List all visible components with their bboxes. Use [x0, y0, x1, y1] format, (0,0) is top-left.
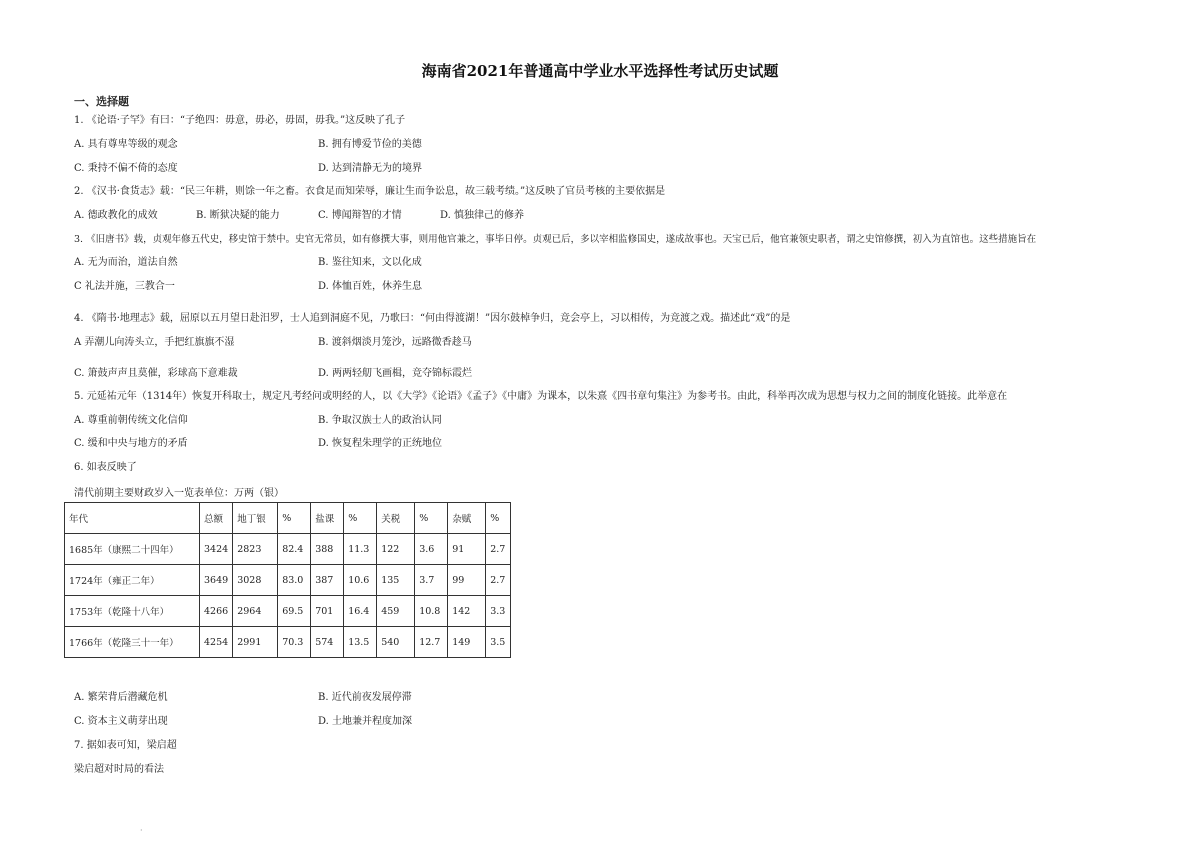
table-cell: 540: [377, 627, 415, 658]
question-4-option-d: D. 两两轻舠飞画楫，竞夺锦标霞烂: [318, 368, 473, 379]
question-4-option-c: C. 箫鼓声声且莫催，彩球高下意难裁: [74, 368, 238, 379]
table-cell: 459: [377, 596, 415, 627]
question-5-option-a: A. 尊重前朝传统文化信仰: [74, 415, 188, 426]
table-cell: 387: [311, 565, 344, 596]
question-1-option-a: A. 具有尊卑等级的观念: [74, 139, 178, 150]
table-cell: 1724年（雍正二年）: [65, 565, 200, 596]
question-3-option-d: D. 体恤百姓，休养生息: [318, 281, 423, 292]
table-header-row: [65, 503, 511, 534]
question-2-option-a: A. 德政教化的成效: [74, 210, 158, 221]
table-header-cell: %: [486, 503, 511, 534]
table-cell: 3028: [233, 565, 278, 596]
question-7-table-caption: 梁启超对时局的看法: [74, 764, 164, 775]
table-caption: 清代前期主要财政岁入一览表单位：万两（银）: [74, 488, 284, 499]
footer-mark: ·: [140, 826, 143, 835]
question-2-option-d: D. 慎独律己的修养: [440, 210, 525, 221]
table-header-cell: %: [415, 503, 448, 534]
table-row: [65, 565, 511, 596]
table-cell: 1685年（康熙二十四年）: [65, 534, 200, 565]
table-cell: 13.5: [344, 627, 377, 658]
table-cell: 149: [448, 627, 486, 658]
question-4-option-b: B. 渡斜烟淡月笼沙，远路微香趁马: [318, 337, 472, 348]
table-header-cell: 总额: [200, 503, 233, 534]
question-6-stem: 6. 如表反映了: [74, 462, 137, 473]
table-cell: 82.4: [278, 534, 311, 565]
question-2-stem: 2. 《汉书·食货志》载：“民三年耕，则馀一年之畜。衣食足而知荣辱，廉让生而争讼息，故三载考绩。”这反映了官员考核的主要依据是: [74, 186, 666, 197]
table-cell: 122: [377, 534, 415, 565]
table-cell: 2991: [233, 627, 278, 658]
question-3-option-a: A. 无为而治，道法自然: [74, 257, 178, 268]
question-3-stem: 3. 《旧唐书》载，贞观年修五代史，移史馆于禁中。史官无常员，如有修撰大事，则用他官兼之，事毕日停。贞观已后，多以宰相监修国史，遂成故事也。天宝已后，他官兼领史职者，谓之史馆修撰，初入为直馆也。这些措施旨在: [74, 234, 1037, 245]
table-cell: 142: [448, 596, 486, 627]
table-cell: 12.7: [415, 627, 448, 658]
question-6-option-c: C. 资本主义萌芽出现: [74, 716, 168, 727]
table-cell: 2.7: [486, 565, 511, 596]
question-4-option-a: A 弄潮儿向涛头立，手把红旗旗不湿: [74, 337, 235, 348]
table-header-cell: %: [344, 503, 377, 534]
table-cell: 3.7: [415, 565, 448, 596]
table-cell: 83.0: [278, 565, 311, 596]
table-cell: 3.6: [415, 534, 448, 565]
table-cell: 4266: [200, 596, 233, 627]
table-cell: 16.4: [344, 596, 377, 627]
table-row: [65, 627, 511, 658]
question-1-stem: 1. 《论语·子罕》有曰：“子绝四：毋意，毋必，毋固，毋我。”这反映了孔子: [74, 115, 406, 126]
question-1-option-b: B. 拥有博爱节俭的美德: [318, 139, 422, 150]
table-header-cell: 地丁银: [233, 503, 278, 534]
table-cell: 70.3: [278, 627, 311, 658]
table-cell: 4254: [200, 627, 233, 658]
question-6-option-d: D. 土地兼并程度加深: [318, 716, 413, 727]
question-5-stem: 5. 元延祐元年（1314年）恢复开科取士，规定凡考经问或明经的人，以《大学》《论语》《孟子》《中庸》为课本，以朱熹《四书章句集注》为参考书。由此，科举再次成为思想与权力之间的制度化链接。此举意在: [74, 391, 1008, 402]
table-cell: 10.6: [344, 565, 377, 596]
question-6-option-b: B. 近代前夜发展停滞: [318, 692, 412, 703]
table-cell: 91: [448, 534, 486, 565]
question-5-option-c: C. 缓和中央与地方的矛盾: [74, 438, 188, 449]
table-cell: 3.3: [486, 596, 511, 627]
question-7-stem: 7. 据如表可知，梁启超: [74, 740, 177, 751]
table-header-cell: 年代: [65, 503, 200, 534]
table-cell: 99: [448, 565, 486, 596]
table-cell: 3424: [200, 534, 233, 565]
question-5-option-b: B. 争取汉族士人的政治认同: [318, 415, 442, 426]
question-4-stem: 4. 《隋书·地理志》载，屈原以五月望日赴汨罗，士人追到洞庭不见，乃歌曰：“何由得渡湖！”因尔鼓棹争归，竞会亭上，习以相传，为竞渡之戏。描述此“戏”的是: [74, 313, 791, 324]
table-header-cell: 盐课: [311, 503, 344, 534]
table-header-cell: 杂赋: [448, 503, 486, 534]
question-6-option-a: A. 繁荣背后潜藏危机: [74, 692, 168, 703]
table-cell: 11.3: [344, 534, 377, 565]
table-cell: 1753年（乾隆十八年）: [65, 596, 200, 627]
revenue-table: [64, 502, 511, 658]
table-cell: 2.7: [486, 534, 511, 565]
question-2-option-b: B. 断狱决疑的能力: [196, 210, 280, 221]
table-header-cell: %: [278, 503, 311, 534]
page-title: 海南省2021年普通高中学业水平选择性考试历史试题: [421, 62, 779, 80]
table-cell: 701: [311, 596, 344, 627]
question-1-option-c: C. 秉持不偏不倚的态度: [74, 163, 178, 174]
table-row: [65, 534, 511, 565]
table-cell: 2823: [233, 534, 278, 565]
table-cell: 574: [311, 627, 344, 658]
question-3-option-c: C 礼法并施，三教合一: [74, 281, 175, 292]
table-row: [65, 596, 511, 627]
table-cell: 3.5: [486, 627, 511, 658]
question-2-option-c: C. 博闻辩智的才情: [318, 210, 402, 221]
question-5-option-d: D. 恢复程朱理学的正统地位: [318, 438, 443, 449]
table-cell: 10.8: [415, 596, 448, 627]
table-header-cell: 关税: [377, 503, 415, 534]
question-1-option-d: D. 达到清静无为的境界: [318, 163, 423, 174]
table-cell: 3649: [200, 565, 233, 596]
table-cell: 388: [311, 534, 344, 565]
table-cell: 69.5: [278, 596, 311, 627]
table-cell: 135: [377, 565, 415, 596]
section-heading: 一、选择题: [74, 95, 129, 108]
table-cell: 1766年（乾隆三十一年）: [65, 627, 200, 658]
question-3-option-b: B. 鉴往知来，文以化成: [318, 257, 422, 268]
table-cell: 2964: [233, 596, 278, 627]
